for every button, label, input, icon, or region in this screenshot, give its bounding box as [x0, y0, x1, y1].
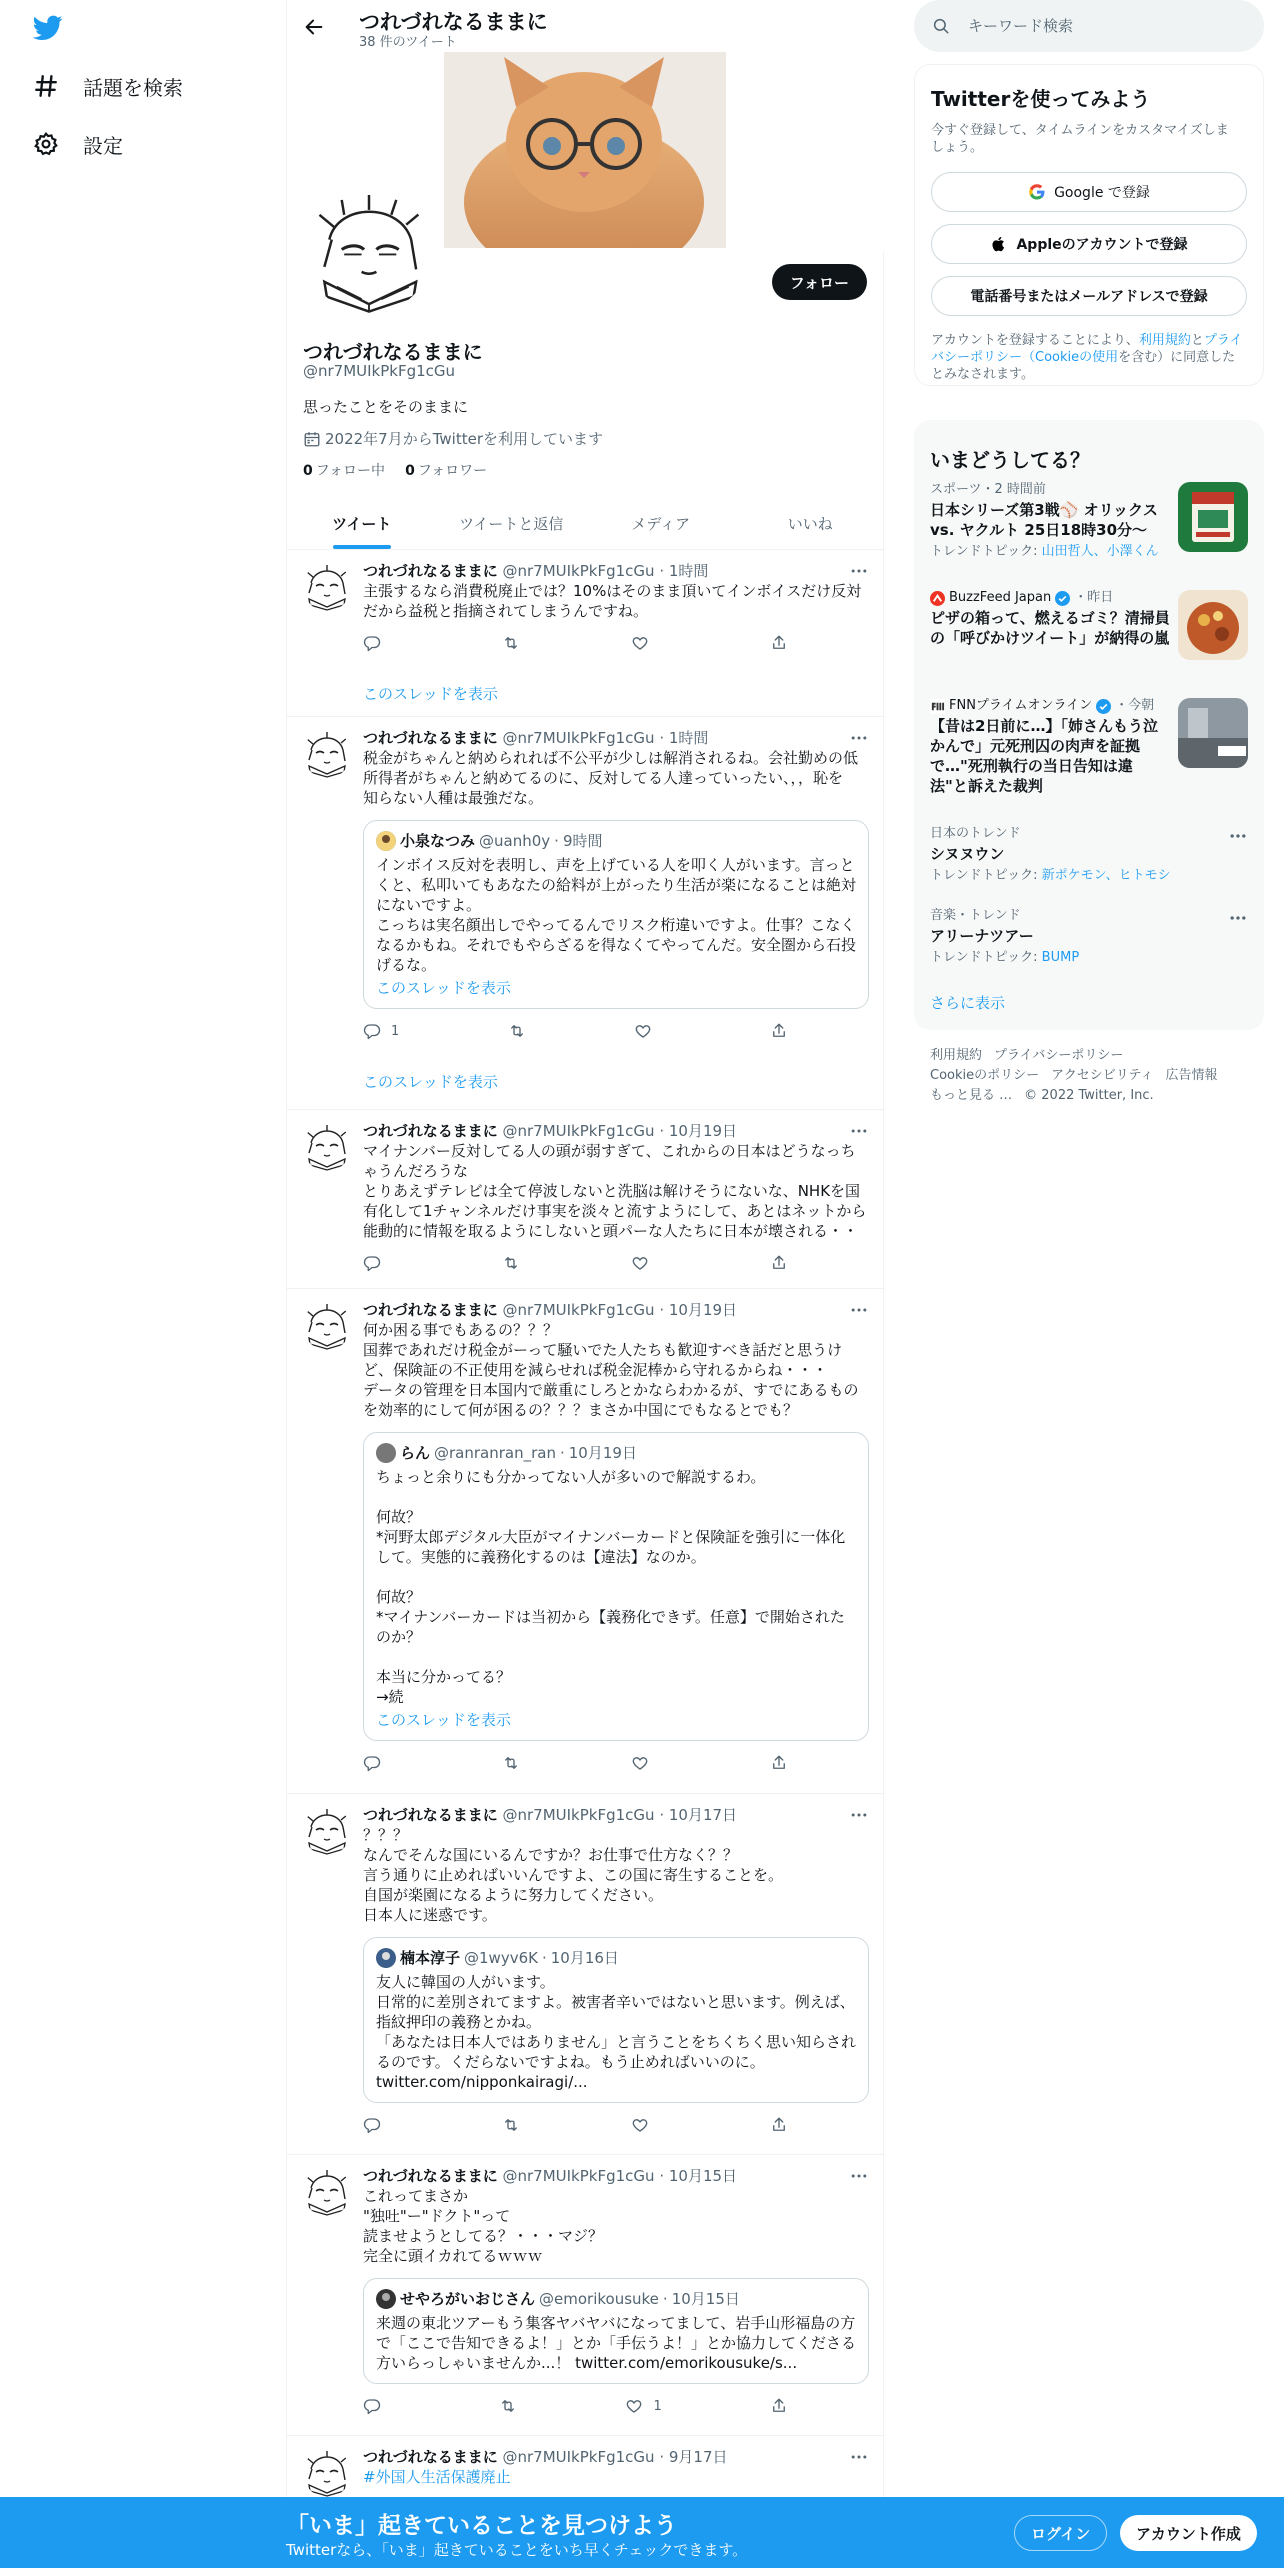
trend-item[interactable]: スポーツ・2 時間前 日本シリーズ第3戦⚾ オリックス vs. ヤクルト 25日18時30分〜 トレンドトピック: 山田哲人、小澤くん: [930, 482, 1248, 572]
share-icon: [770, 2116, 788, 2134]
heart-icon: [631, 1254, 649, 1272]
twitter-logo-icon[interactable]: [33, 15, 63, 41]
footer-link[interactable]: 広告情報: [1165, 1068, 1218, 1083]
buzzfeed-logo-icon: [930, 591, 945, 606]
share-icon: [770, 1754, 788, 1772]
verified-badge-icon: [1096, 699, 1111, 714]
retweet-button[interactable]: [502, 1753, 520, 1773]
quoted-tweet[interactable]: せやろがいおじさん @emorikousuke · 10月15日 来週の東北ツアーもう集客ヤバヤバになってまして、岩手山形福島の方 で「ここで告知できるよ！」とか「手伝うよ！」とか協力してくださる 方いらっしゃいませんか...！ twitter.com/emorikousuke/s...: [363, 2278, 869, 2384]
retweet-icon: [502, 1754, 520, 1772]
profile-joined-date: 2022年7月からTwitterを利用しています: [303, 428, 603, 449]
trend-thumbnail: [1178, 590, 1248, 660]
tweet-avatar[interactable]: [303, 2449, 351, 2497]
footer-link[interactable]: アクセシビリティ: [1051, 1068, 1154, 1083]
retweet-icon: [499, 2397, 517, 2415]
search-icon: [932, 17, 950, 35]
trends-card: [914, 420, 1264, 1030]
footer-link[interactable]: もっと見る …: [930, 1088, 1013, 1103]
heart-icon: [631, 634, 649, 652]
quoted-tweet[interactable]: らん @ranranran_ran · 10月19日 ちょっと余りにも分かってない人が多いので解説するわ。 何故？ *河野太郎デジタル大臣がマイナンバーカードと保険証を強引に一体化 して。実態的に義務化するのは【違法】なのか。 何故？ *マイナンバーカードは当初から【義務化できず。任意】で開始された のか？ 本当に分かってる？ →続 このスレッドを表示: [363, 1432, 869, 1741]
like-button[interactable]: [631, 633, 659, 653]
gear-icon: [33, 131, 59, 157]
tweet-avatar[interactable]: [303, 730, 351, 778]
tweet-actions: [363, 1021, 788, 1041]
privacy-link[interactable]: プライバシーポリシー（Cookieの使用: [931, 333, 1243, 365]
reply-button[interactable]: [363, 1253, 391, 1273]
heart-icon: [634, 1022, 652, 1040]
retweet-icon: [508, 1022, 526, 1040]
footer-link[interactable]: プライバシーポリシー: [994, 1048, 1124, 1063]
tab-tweets-replies[interactable]: ツイートと返信: [459, 515, 564, 533]
tweet-text: これってまさか "独吐"ー"ドクト"って 読ませようとしてる？・・・マジ？ 完全に頭イカれてるｗｗｗ: [363, 2187, 604, 2265]
search-input[interactable]: [968, 17, 1228, 35]
retweet-button[interactable]: [499, 2396, 517, 2416]
share-icon: [770, 634, 788, 652]
tweet-avatar[interactable]: [303, 2168, 351, 2216]
like-button[interactable]: [634, 1021, 662, 1041]
tweet[interactable]: つれづれなるままに @nr7MUIkPkFg1cGu · 1時間 主張するなら消費税廃止では？10%はそのまま頂いてインボイスだけ反対 だから益税と指摘されてしまうんですね。 このスレッドを表示: [287, 551, 885, 717]
share-button[interactable]: [770, 1253, 788, 1273]
signup-card: [914, 64, 1264, 386]
footer-link[interactable]: 利用規約: [930, 1048, 983, 1063]
tweet-actions: [363, 2115, 788, 2135]
tweet-actions: [363, 633, 788, 653]
tweet-avatar[interactable]: [303, 1807, 351, 1855]
reply-button[interactable]: [363, 1753, 391, 1773]
trend-thumbnail: [1178, 482, 1248, 552]
trend-item[interactable]: FNNプライムオンライン ・今朝 【昔は2日前に…】「姉さんもう泣かんで」元死刑囚の肉声を証拠で…"死刑執行の当日告知は違法"と訴えた裁判: [930, 698, 1248, 808]
tweet[interactable]: つれづれなるままに @nr7MUIkPkFg1cGu · 1時間 税金がちゃんと納められれば不公平が少しは解消されるね。会社勤めの低 所得者がちゃんと納めてるのに、反対してる人達っていったい、，，恥を 知らない人種は最強だな。 小泉なつみ @uanh0y · 9時間 インボイス反対を表明し、声を上げている人を叩く人がいます。言っと くと、私叩いてもあなたの給料が上がったり生活が楽になることは絶対 にないですよ。 こっちは実名顔出しでやってるんでリスク桁違いですよ。仕事？こなく なるかもね。それでもやらざるを得なくてやってんだ。安全圏から石投 げるな。 このスレッドを表示 1 このスレッドを表示: [287, 718, 885, 1110]
nav-explore[interactable]: 話題を検索: [33, 66, 183, 106]
follow-button[interactable]: フォロー: [772, 264, 867, 300]
nav-settings[interactable]: 設定: [33, 124, 123, 164]
bottom-signup-banner: [0, 2497, 1284, 2568]
signup-legal: アカウントを登録することにより、利用規約とプライバシーポリシー（Cookieの使用を含む）に同意したとみなされます。: [931, 333, 1243, 382]
tweet-text: マイナンバー反対してる人の頭が弱すぎて、これからの日本はどうなっち ゃうんだろうな とりあえずテレビは全て停波しないと洗脳は解けそうにないな、NHKを国 有化して1チャンネルだけ事実を淡々と流すようにして、あとはネットから 能動的に情報を取るようにしないと頭パーな人たちに日本が壊される・・: [363, 1142, 867, 1240]
verified-badge-icon: [1055, 591, 1070, 606]
tweet[interactable]: つれづれなるままに @nr7MUIkPkFg1cGu · 9月17日 #外国人生活保護廃止: [287, 2437, 885, 2500]
copyright: © 2022 Twitter, Inc.: [1024, 1088, 1154, 1103]
share-icon: [770, 2397, 788, 2415]
footer-links: [930, 1046, 1260, 1106]
signup-title: Twitterを使ってみよう: [931, 87, 1151, 111]
hashtag-link[interactable]: #外国人生活保護廃止: [363, 2468, 511, 2486]
apple-icon: [990, 235, 1008, 253]
quote-text: 友人に韓国の人がいます。 日常的に差別されてますよ。被害者辛いではないと思います。例えば、 指紋押印の義務とかね。 「あなたは日本人ではありません」と言うことをちくちく思い知らされ るのです。くだらないですよね。もう止めればいいのに。 twitter.com/nipponkairagi/...: [376, 1973, 857, 2091]
tweet[interactable]: つれづれなるままに @nr7MUIkPkFg1cGu · 10月15日 これってまさか "独吐"ー"ドクト"って 読ませようとしてる？・・・マジ？ 完全に頭イカれてるｗｗｗ せやろがいおじさん @emorikousuke · 10月15日 来週の東北ツアーもう集客ヤバヤバになってまして、岩手山形福島の方 で「ここで告知できるよ！」とか「手伝うよ！」とか協力してくださる 方いらっしゃいませんか...！ twitter.com/emorikousuke/s... 1: [287, 2156, 885, 2436]
search-box[interactable]: [914, 0, 1264, 52]
left-nav: [0, 0, 286, 2500]
heart-icon: [631, 2116, 649, 2134]
retweet-button[interactable]: [502, 633, 520, 653]
tab-media[interactable]: メディア: [631, 515, 691, 533]
topbar-tweet-count: 38 件のツイート: [359, 35, 457, 50]
tweet-avatar[interactable]: [303, 1123, 351, 1171]
main-column: [286, 0, 884, 2500]
following-link[interactable]: 0 フォロー中: [303, 463, 386, 479]
profile-tabs: [287, 498, 885, 550]
calendar-icon: [303, 430, 321, 448]
reply-icon: [363, 634, 381, 652]
footer-link[interactable]: Cookieのポリシー: [930, 1068, 1040, 1083]
tweet-text: ？？？ なんでそんな国にいるんですか？お仕事で仕方なく？？ 言う通りに止めればいいんですよ、この国に寄生することを。 自国が楽園になるように努力してください。 日本人に迷惑です。: [363, 1826, 784, 1924]
profile-topbar: [287, 0, 885, 52]
signup-subtitle: 今すぐ登録して、タイムラインをカスタマイズしま しょう。: [931, 123, 1229, 155]
cat-with-glasses-photo: [444, 52, 726, 252]
followers-link[interactable]: 0 フォロワー: [405, 463, 488, 479]
login-button[interactable]: ログイン: [1014, 2515, 1107, 2551]
terms-link[interactable]: 利用規約: [1138, 333, 1191, 348]
profile-bio: 思ったことをそのままに: [303, 398, 469, 416]
reply-button[interactable]: 1: [363, 1021, 399, 1041]
tweet-actions: [363, 2396, 788, 2416]
reply-icon: [363, 2397, 381, 2415]
more-options-icon[interactable]: [849, 2447, 869, 2467]
quote-text: インボイス反対を表明し、声を上げている人を叩く人がいます。言っと くと、私叩いてもあなたの給料が上がったり生活が楽になることは絶対 にないですよ。 こっちは実名顔出しでやってるんでリスク桁違いですよ。仕事？こなく なるかもね。それでもやらざるを得なくてやってんだ。安全圏から石投 げるな。: [376, 856, 857, 974]
show-thread-link[interactable]: このスレッドを表示: [363, 1073, 498, 1091]
heart-icon: [625, 2397, 643, 2415]
more-options-icon[interactable]: [849, 728, 869, 748]
topbar-name: つれづれなるままに: [359, 10, 548, 34]
fnn-logo-icon: [930, 699, 945, 714]
quote-avatar: [376, 1443, 396, 1463]
quote-text: 来週の東北ツアーもう集客ヤバヤバになってまして、岩手山形福島の方 で「ここで告知できるよ！」とか「手伝うよ！」とか協力してくださる 方いらっしゃいませんか...！ twitter.com/emorikousuke/s...: [376, 2314, 857, 2372]
google-icon: [1028, 183, 1046, 201]
reply-button[interactable]: [363, 2115, 391, 2135]
more-options-icon[interactable]: [849, 1121, 869, 1141]
more-options-icon[interactable]: [849, 1300, 869, 1320]
hashtag-icon: [33, 73, 59, 99]
profile-handle: @nr7MUIkPkFg1cGu: [303, 362, 456, 380]
tweet-text: 何か困る事でもあるの？？？ 国葬であれだけ税金がーって騒いでた人たちも歓迎すべき話だと思うけ ど、保険証の不正使用を減らせれば税金泥棒から守れるからね・・・ データの管理を日本国内で厳重にしろとかならわかるが、すでにあるもの を効率的にして何が困るの？？？まさか中国にでもなるとでも？: [363, 1321, 859, 1419]
retweet-button[interactable]: [508, 1021, 526, 1041]
tweet-actions: [363, 1253, 788, 1273]
tweet[interactable]: つれづれなるままに @nr7MUIkPkFg1cGu · 10月17日 ？？？ なんでそんな国にいるんですか？お仕事で仕方なく？？ 言う通りに止めればいいんですよ、この国に寄生することを。 自国が楽園になるように努力してください。 日本人に迷惑です。 楠本淳子 @1wyv6K · 10月16日 友人に韓国の人がいます。 日常的に差別されてますよ。被害者辛いではないと思います。例えば、 指紋押印の義務とかね。 「あなたは日本人ではありません」と言うことをちくちく思い知らされ るのです。くだらないですよね。もう止めればいいのに。 twitter.com/nipponkairagi/...: [287, 1795, 885, 2155]
retweet-icon: [502, 634, 520, 652]
reply-icon: [363, 1254, 381, 1272]
share-icon: [770, 1254, 788, 1272]
quoted-tweet[interactable]: 楠本淳子 @1wyv6K · 10月16日 友人に韓国の人がいます。 日常的に差別されてますよ。被害者辛いではないと思います。例えば、 指紋押印の義務とかね。 「あなたは日本人ではありません」と言うことをちくちく思い知らされ るのです。くだらないですよね。もう止めればいいのに。 twitter.com/nipponkairagi/...: [363, 1937, 869, 2103]
retweet-button[interactable]: [502, 1253, 520, 1273]
show-more-trends-link[interactable]: さらに表示: [930, 994, 1006, 1012]
share-button[interactable]: [770, 633, 788, 653]
share-button[interactable]: [770, 2115, 788, 2135]
google-signup-button[interactable]: Google で登録: [931, 172, 1247, 212]
trends-title: いまどうしてる？: [930, 448, 1090, 472]
more-options-icon[interactable]: [849, 561, 869, 581]
share-button[interactable]: [770, 1021, 788, 1041]
banner-title: 「いま」起きていることを見つけよう: [286, 2513, 677, 2539]
retweet-icon: [502, 2116, 520, 2134]
more-options-icon[interactable]: [1228, 826, 1248, 846]
quote-text: ちょっと余りにも分かってない人が多いので解説するわ。 何故？ *河野太郎デジタル大臣がマイナンバーカードと保険証を強引に一体化 して。実態的に義務化するのは【違法】なのか。 何故？ *マイナンバーカードは当初から【義務化できず。任意】で開始された のか？ 本当に分かってる？ →続: [376, 1468, 846, 1706]
trend-item[interactable]: BuzzFeed Japan ・昨日 ピザの箱って、燃えるゴミ？清掃員の「呼びかけツイート」が納得の嵐: [930, 590, 1248, 686]
phone-email-signup-button[interactable]: 電話番号またはメールアドレスで登録: [931, 276, 1247, 316]
create-account-button[interactable]: アカウント作成: [1120, 2515, 1257, 2551]
apple-signup-button[interactable]: Appleのアカウントで登録: [931, 224, 1247, 264]
profile-name: つれづれなるままに: [303, 340, 483, 364]
quote-show-thread-link[interactable]: このスレッドを表示: [376, 979, 511, 997]
quote-avatar: [376, 2289, 396, 2309]
like-button[interactable]: 1: [625, 2396, 661, 2416]
share-button[interactable]: [770, 2396, 788, 2416]
trend-thumbnail: [1178, 698, 1248, 768]
reply-button[interactable]: [363, 2396, 391, 2416]
reply-button[interactable]: [363, 633, 391, 653]
quoted-tweet[interactable]: 小泉なつみ @uanh0y · 9時間 インボイス反対を表明し、声を上げている人を叩く人がいます。言っと くと、私叩いてもあなたの給料が上がったり生活が楽になることは絶対 にないですよ。 こっちは実名顔出しでやってるんでリスク桁違いですよ。仕事？こなく なるかもね。それでもやらざるを得なくてやってんだ。安全圏から石投 げるな。 このスレッドを表示: [363, 820, 869, 1009]
tweet-text: 主張するなら消費税廃止では？10%はそのまま頂いてインボイスだけ反対 だから益税と指摘されてしまうんですね。: [363, 582, 862, 620]
reply-icon: [363, 2116, 381, 2134]
profile-avatar[interactable]: [303, 186, 435, 318]
tweet-actions: [363, 1753, 788, 1773]
tab-likes[interactable]: いいね: [787, 515, 833, 533]
tweet[interactable]: つれづれなるままに @nr7MUIkPkFg1cGu · 10月19日 マイナンバー反対してる人の頭が弱すぎて、これからの日本はどうなっち ゃうんだろうな とりあえずテレビは全て停波しないと洗脳は解けそうにないな、NHKを国 有化して1チャンネルだけ事実を淡々と流すようにして、あとはネットから 能動的に情報を取るようにしないと頭パーな人たちに日本が壊される・・: [287, 1111, 885, 1289]
tweet[interactable]: つれづれなるままに @nr7MUIkPkFg1cGu · 10月19日 何か困る事でもあるの？？？ 国葬であれだけ税金がーって騒いでた人たちも歓迎すべき話だと思うけ ど、保険証の不正使用を減らせれば税金泥棒から守れるからね・・・ データの管理を日本国内で厳重にしろとかならわかるが、すでにあるもの を効率的にして何が困るの？？？まさか中国にでもなるとでも？ らん @ranranran_ran · 10月19日 ちょっと余りにも分かってない人が多いので解説するわ。 何故？ *河野太郎デジタル大臣がマイナンバーカードと保険証を強引に一体化 して。実態的に義務化するのは【違法】なのか。 何故？ *マイナンバーカードは当初から【義務化できず。任意】で開始された のか？ 本当に分かってる？ →続 このスレッドを表示: [287, 1290, 885, 1794]
like-button[interactable]: [631, 2115, 659, 2135]
more-options-icon[interactable]: [849, 1805, 869, 1825]
share-button[interactable]: [770, 1753, 788, 1773]
retweet-icon: [502, 1254, 520, 1272]
tweet-avatar[interactable]: [303, 563, 351, 611]
like-button[interactable]: [631, 1253, 659, 1273]
banner-subtitle: Twitterなら、「いま」起きていることをいち早くチェックできます。: [286, 2541, 748, 2559]
quote-avatar: [376, 831, 396, 851]
share-icon: [770, 1022, 788, 1040]
show-thread-link[interactable]: このスレッドを表示: [363, 685, 498, 703]
tweet-avatar[interactable]: [303, 1302, 351, 1350]
quote-show-thread-link[interactable]: このスレッドを表示: [376, 1711, 511, 1729]
profile-follow-stats: [303, 460, 487, 480]
reply-icon: [363, 1022, 381, 1040]
heart-icon: [631, 1754, 649, 1772]
back-arrow-icon[interactable]: [303, 16, 325, 38]
like-button[interactable]: [631, 1753, 659, 1773]
more-options-icon[interactable]: [1228, 908, 1248, 928]
reply-icon: [363, 1754, 381, 1772]
quote-avatar: [376, 1948, 396, 1968]
tab-tweets[interactable]: ツイート: [287, 498, 437, 549]
more-options-icon[interactable]: [849, 2166, 869, 2186]
trend-item[interactable]: 音楽・トレンド アリーナツアー トレンドトピック: BUMP: [930, 908, 1248, 978]
tweet-text: 税金がちゃんと納められれば不公平が少しは解消されるね。会社勤めの低 所得者がちゃんと納めてるのに、反対してる人達っていったい、，，恥を 知らない人種は最強だな。: [363, 749, 859, 807]
retweet-button[interactable]: [502, 2115, 520, 2135]
trend-item[interactable]: 日本のトレンド シヌヌウン トレンドトピック: 新ポケモン、ヒトモシ: [930, 826, 1248, 896]
